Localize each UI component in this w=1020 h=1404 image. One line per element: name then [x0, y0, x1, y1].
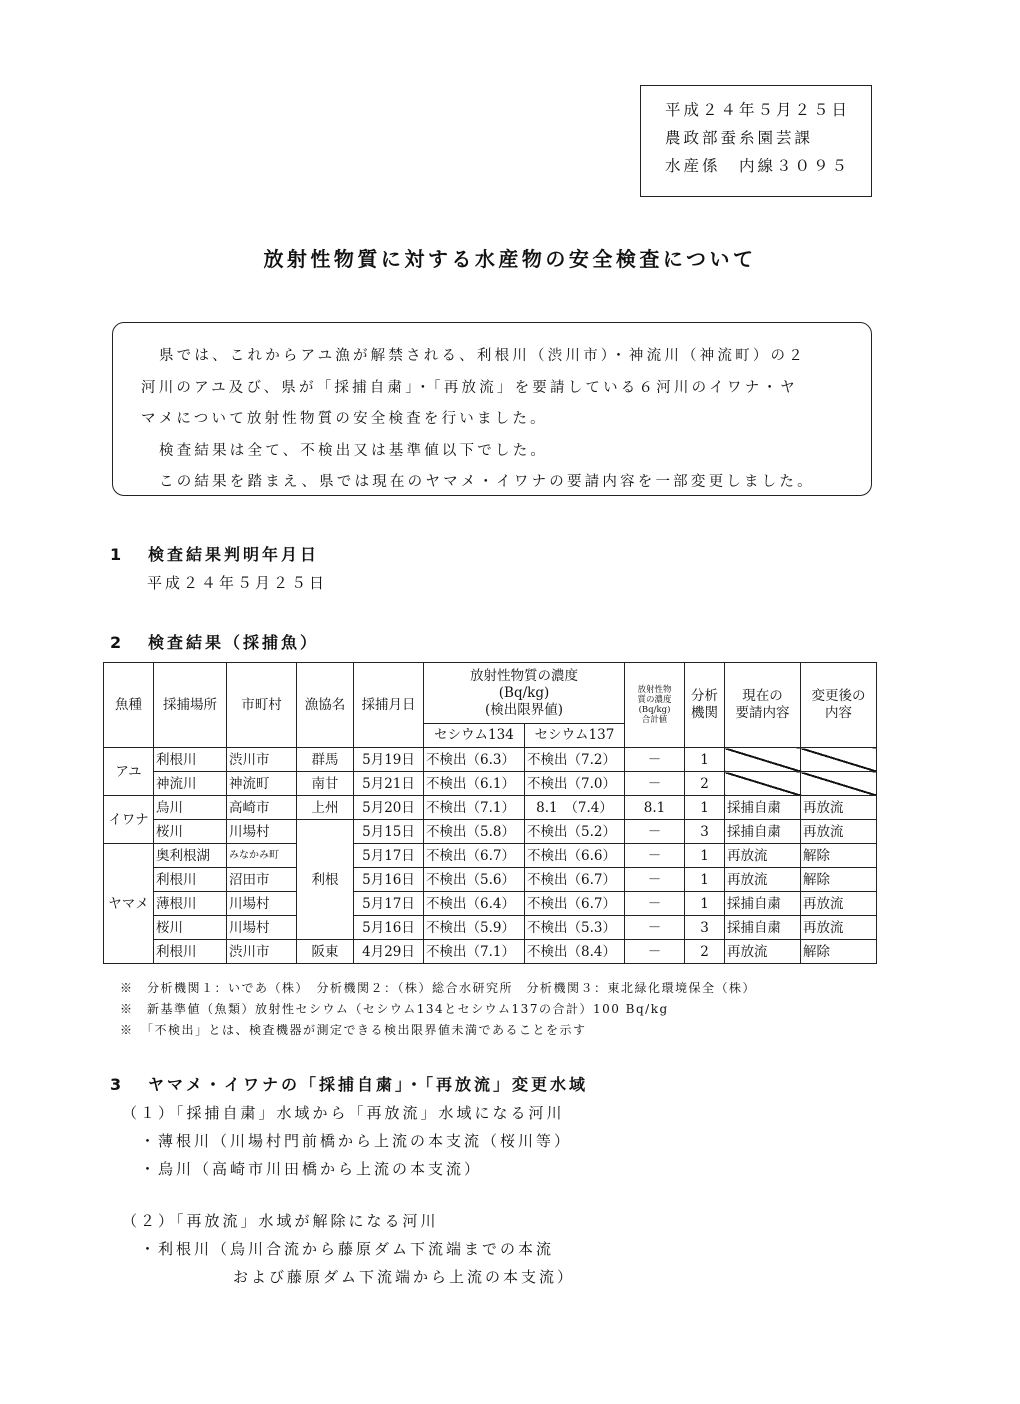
- section-title: 検査結果判明年月日: [148, 545, 320, 564]
- cell-after: 解除: [801, 844, 877, 868]
- header-city: 市町村: [227, 663, 297, 748]
- cell-cs137: 不検出（6.7）: [525, 868, 625, 892]
- cell-coop: 南甘: [297, 772, 354, 796]
- cell-current: 再放流: [725, 844, 801, 868]
- cell-after: 解除: [801, 868, 877, 892]
- subsection-1-item: ・烏川（高崎市川田橋から上流の本支流）: [140, 1160, 483, 1178]
- header-total-line: 放射性物: [637, 685, 672, 695]
- header-after-change: [801, 663, 877, 748]
- cell-city: 沼田市: [227, 868, 297, 892]
- cell-total: －: [625, 820, 685, 844]
- cell-city: 高崎市: [227, 796, 297, 820]
- result-date: 平成２４年５月２５日: [147, 574, 328, 592]
- cell-current: 採捕自粛: [725, 796, 801, 820]
- cell-city: 神流町: [227, 772, 297, 796]
- cell-cs137: 不検出（5.3）: [525, 916, 625, 940]
- cell-current: 採捕自粛: [725, 916, 801, 940]
- issuer-info-box: [640, 85, 872, 197]
- cell-total: －: [625, 892, 685, 916]
- cell-city: みなかみ町: [227, 844, 297, 868]
- header-place: 採捕場所: [154, 663, 227, 748]
- cell-place: 烏川: [154, 796, 227, 820]
- header-lab: [685, 663, 725, 748]
- cell-date: 5月19日: [354, 748, 424, 772]
- cell-after-na: [801, 772, 877, 796]
- cell-cs134: 不検出（7.1）: [424, 940, 525, 964]
- cell-date: 5月20日: [354, 796, 424, 820]
- cell-date: 5月15日: [354, 820, 424, 844]
- cell-after: 再放流: [801, 916, 877, 940]
- contact-info: 水産係 内線３０９５: [665, 157, 851, 175]
- cell-city: 川場村: [227, 820, 297, 844]
- department-name: 農政部蚕糸園芸課: [665, 129, 814, 147]
- cell-date: 4月29日: [354, 940, 424, 964]
- header-cs134: セシウム134: [424, 724, 525, 748]
- cell-cs137: 不検出（6.6）: [525, 844, 625, 868]
- cell-place: 薄根川: [154, 892, 227, 916]
- cell-cs137: 不検出（5.2）: [525, 820, 625, 844]
- subsection-1-title: （１）「採捕自粛」水域から「再放流」水域になる河川: [122, 1104, 565, 1122]
- cell-date: 5月21日: [354, 772, 424, 796]
- cell-cs137: 不検出（8.4）: [525, 940, 625, 964]
- header-concentration-line: (検出限界値): [484, 701, 564, 718]
- cell-place: 奥利根湖: [154, 844, 227, 868]
- cell-lab: 1: [685, 844, 725, 868]
- cell-cs137: 不検出（6.7）: [525, 892, 625, 916]
- cell-current-na: [725, 748, 801, 772]
- note-line: ※ 新基準値（魚類）放射性セシウム（セシウム134とセシウム137の合計）100 Bq/kg: [120, 1002, 669, 1016]
- cell-current-na: [725, 772, 801, 796]
- cell-cs134: 不検出（7.1）: [424, 796, 525, 820]
- cell-current: 再放流: [725, 868, 801, 892]
- cell-place: 利根川: [154, 748, 227, 772]
- cell-cs134: 不検出（5.9）: [424, 916, 525, 940]
- subsection-2-item-continuation: および藤原ダム下流端から上流の本支流）: [233, 1268, 576, 1286]
- section-1-heading: [110, 542, 319, 565]
- cell-cs134: 不検出（6.3）: [424, 748, 525, 772]
- header-after-line: 変更後の: [811, 688, 866, 704]
- cell-city: 渋川市: [227, 748, 297, 772]
- section-number: 3: [110, 1075, 125, 1094]
- cell-cs134: 不検出（5.8）: [424, 820, 525, 844]
- cell-current: 再放流: [725, 940, 801, 964]
- cell-total: －: [625, 748, 685, 772]
- cell-total: －: [625, 868, 685, 892]
- cell-lab: 1: [685, 748, 725, 772]
- cell-city: 川場村: [227, 892, 297, 916]
- cell-place: 桜川: [154, 820, 227, 844]
- section-title: ヤマメ・イワナの「採捕自粛」・「再放流」変更水域: [148, 1075, 589, 1094]
- summary-line: 河川のアユ及び、県が「採捕自粛」・「再放流」を要請している６河川のイワナ・ヤ: [141, 379, 798, 396]
- cell-lab: 2: [685, 772, 725, 796]
- header-total-line: 合計値: [641, 715, 668, 725]
- cell-date: 5月16日: [354, 916, 424, 940]
- subsection-2-title: （２）「再放流」水域が解除になる河川: [122, 1212, 439, 1230]
- cell-lab: 1: [685, 892, 725, 916]
- section-number: 1: [110, 545, 125, 564]
- cell-after: 再放流: [801, 820, 877, 844]
- note-line: ※ 分析機関１：いであ（株） 分析機関２：（株）総合水研究所 分析機関３：東北緑化環境保全（株）: [120, 981, 757, 995]
- header-total: [625, 663, 685, 748]
- cell-after: 再放流: [801, 796, 877, 820]
- cell-coop: 上州: [297, 796, 354, 820]
- header-concentration-line: 放射性物質の濃度: [470, 667, 578, 684]
- cell-cs134: 不検出（6.1）: [424, 772, 525, 796]
- species-yamame: ヤマメ: [104, 844, 154, 964]
- document-title: 放射性物質に対する水産物の安全検査について: [263, 247, 757, 271]
- header-cs137: セシウム137: [525, 724, 625, 748]
- cell-cs134: 不検出（5.6）: [424, 868, 525, 892]
- table-notes: [120, 978, 756, 1041]
- cell-lab: 2: [685, 940, 725, 964]
- header-date: 採捕月日: [354, 663, 424, 748]
- header-total-line: 質の濃度: [637, 695, 672, 705]
- cell-place: 利根川: [154, 940, 227, 964]
- summary-line: この結果を踏まえ、県では現在のヤマメ・イワナの要請内容を一部変更しました。: [159, 474, 815, 490]
- cell-total: 8.1: [625, 796, 685, 820]
- cell-place: 神流川: [154, 772, 227, 796]
- cell-lab: 3: [685, 916, 725, 940]
- cell-cs134: 不検出（6.7）: [424, 844, 525, 868]
- note-line: ※ 「不検出」とは、検査機器が測定できる検出限界値未満であることを示す: [120, 1023, 587, 1037]
- cell-city: 渋川市: [227, 940, 297, 964]
- section-2-heading: [110, 630, 319, 653]
- header-lab-line: 機関: [691, 705, 718, 721]
- cell-lab: 1: [685, 868, 725, 892]
- cell-coop-merged: 利根: [297, 820, 354, 940]
- header-species: 魚種: [104, 663, 154, 748]
- cell-after-na: [801, 748, 877, 772]
- summary-line: 県では、これからアユ漁が解禁される、利根川（渋川市）・神流川（神流町）の２: [159, 348, 806, 364]
- cell-date: 5月17日: [354, 892, 424, 916]
- header-current-line: 要請内容: [735, 705, 790, 721]
- section-title: 検査結果（採捕魚）: [148, 633, 320, 652]
- summary-line: 検査結果は全て、不検出又は基準値以下でした。: [159, 442, 549, 459]
- header-total-line: (Bq/kg): [638, 705, 671, 715]
- header-after-line: 内容: [825, 705, 852, 721]
- cell-coop: 阪東: [297, 940, 354, 964]
- cell-cs137: 不検出（7.0）: [525, 772, 625, 796]
- summary-line: マメについて放射性物質の安全検査を行いました。: [141, 411, 548, 427]
- subsection-1-item: ・薄根川（川場村門前橋から上流の本支流（桜川等）: [140, 1132, 573, 1150]
- cell-cs137: 8.1 （7.4）: [525, 796, 625, 820]
- section-3-heading: [110, 1072, 588, 1095]
- header-current-request: [725, 663, 801, 748]
- cell-lab: 1: [685, 796, 725, 820]
- header-coop: 漁協名: [297, 663, 354, 748]
- subsection-2-item: ・利根川（烏川合流から藤原ダム下流端までの本流: [140, 1240, 555, 1258]
- header-current-line: 現在の: [742, 688, 783, 704]
- species-ayu: アユ: [104, 748, 154, 796]
- summary-box: [112, 322, 872, 496]
- section-number: 2: [110, 633, 125, 652]
- cell-current: 採捕自粛: [725, 892, 801, 916]
- cell-after: 解除: [801, 940, 877, 964]
- cell-lab: 3: [685, 820, 725, 844]
- cell-total: －: [625, 844, 685, 868]
- header-concentration: [424, 663, 625, 724]
- cell-total: －: [625, 916, 685, 940]
- cell-place: 利根川: [154, 868, 227, 892]
- cell-city: 川場村: [227, 916, 297, 940]
- cell-total: －: [625, 772, 685, 796]
- issue-date: 平成２４年５月２５日: [665, 101, 851, 119]
- cell-after: 再放流: [801, 892, 877, 916]
- header-lab-line: 分析: [691, 688, 718, 704]
- header-concentration-line: (Bq/kg): [498, 684, 550, 701]
- cell-place: 桜川: [154, 916, 227, 940]
- results-table: [103, 662, 877, 964]
- cell-coop: 群馬: [297, 748, 354, 772]
- cell-date: 5月17日: [354, 844, 424, 868]
- cell-cs137: 不検出（7.2）: [525, 748, 625, 772]
- cell-current: 採捕自粛: [725, 820, 801, 844]
- species-iwana: イワナ: [104, 796, 154, 844]
- cell-date: 5月16日: [354, 868, 424, 892]
- cell-total: －: [625, 940, 685, 964]
- cell-cs134: 不検出（6.4）: [424, 892, 525, 916]
